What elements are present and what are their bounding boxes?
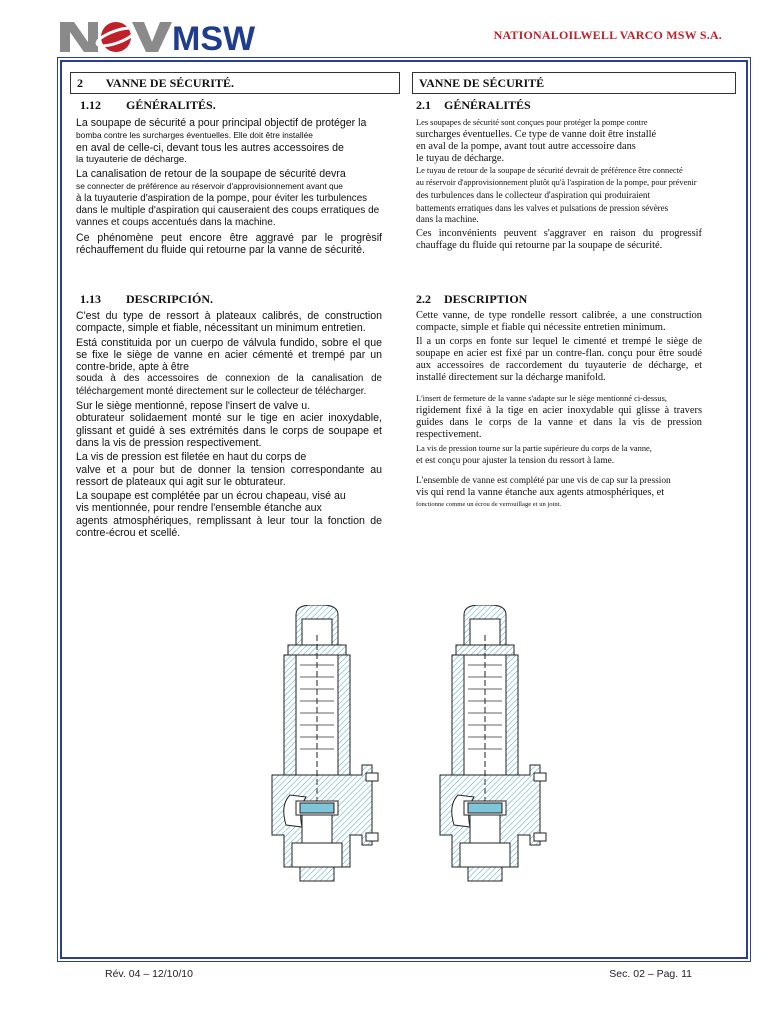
- paragraph: la tuyauterie de décharge.: [76, 153, 187, 165]
- paragraph: La vis de pression tourne sur la partie supérieure du corps de la vanne,: [416, 443, 652, 453]
- section-number: 2.1: [416, 98, 431, 112]
- right-description-text: [416, 310, 702, 511]
- section-title: GÉNÉRALITÉS: [444, 98, 531, 112]
- paragraph: rigidement fixé à la tige en acier inoxydable qui glisse à travers guides dans le corps de la vanne et dans la vis de pression respectivement.: [416, 404, 702, 440]
- paragraph: C'est du type de ressort à plateaux calibrés, de construction compacte, simple et fiable, nécessitant un minimum entretien.: [76, 310, 382, 335]
- paragraph: Le tuyau de retour de la soupape de sécurité devrait de préférence être connecté: [416, 166, 683, 176]
- paragraph: battements erratiques dans les valves et pulsations de pression sévères: [416, 202, 669, 213]
- paragraph: La soupape de sécurité a pour principal objectif de protéger la: [76, 117, 367, 129]
- section-number: 2.2: [416, 292, 431, 306]
- paragraph: La canalisation de retour de la soupape de sécurité devra: [76, 168, 346, 181]
- paragraph: dans la machine.: [416, 214, 479, 225]
- page-number-label: Sec. 02 – Pag. 11: [609, 968, 692, 980]
- paragraph: Sur le siège mentionné, repose l'insert de valve u.: [76, 400, 311, 413]
- paragraph: en aval de celle-ci, devant tous les autres accessoires de: [76, 141, 344, 154]
- section-title: DESCRIPTION: [444, 292, 528, 306]
- safety-valve-drawing-left: [262, 605, 384, 890]
- paragraph: obturateur solidaement monté sur le tige en acier inoxydable, glissant et guidé à ses extrémités dans le corps de soupape et dans la vis de pression respectivement.: [76, 412, 382, 449]
- paragraph: Ces inconvénients peuvent s'aggraver en raison du progressif chauffage du fluide qui retourne par la soupape de sécurité.: [416, 227, 702, 251]
- paragraph: bomba contre les surcharges éventuelles. Elle doit être installée: [76, 130, 313, 141]
- paragraph: vis qui rend la vanne étanche aux agents atmosphériques, et: [416, 487, 665, 499]
- left-section-header: [70, 72, 400, 94]
- revision-label: Rév. 04 – 12/10/10: [105, 968, 193, 980]
- paragraph: en aval de la pompe, avant tout autre accessoire dans: [416, 141, 636, 153]
- paragraph: se connecter de préférence au réservoir d'approvisionnement avant que: [76, 181, 343, 192]
- svg-text:MSW: MSW: [172, 20, 256, 56]
- paragraph: valve et a pour but de donner la tension correspondante au ressort de plateaux qui agit sur le obturateur.: [76, 463, 382, 488]
- section-number: 1.12: [80, 98, 101, 112]
- right-section-heading-generalites: [416, 98, 531, 113]
- nov-msw-logo: [60, 16, 275, 56]
- left-header-number: 2: [77, 76, 83, 90]
- left-header-title: VANNE DE SÉCURITÉ.: [105, 76, 234, 90]
- paragraph: L'ensemble de vanne est complété par une vis de cap sur la pression: [416, 476, 671, 487]
- section-title: GÉNÉRALITÉS.: [126, 98, 216, 112]
- paragraph: souda à des accessoires de connexion de la canalisation de téléchargement monté directement sur le collecteur de télécharger.: [76, 373, 382, 397]
- paragraph: à la tuyauterie d'aspiration de la pompe, pour éviter les turbulences: [76, 192, 368, 204]
- left-section-heading-generalites: [80, 98, 216, 113]
- left-generalites-text: [76, 117, 382, 256]
- paragraph: des turbulences dans le collecteur d'aspiration qui produiraient: [416, 190, 651, 201]
- paragraph: L'insert de fermeture de la vanne s'adapte sur le siège mentionné ci-dessus,: [416, 393, 667, 403]
- paragraph: agents atmosphériques, remplissant à leur tour la fonction de contre-écrou et scellé.: [76, 514, 382, 540]
- paragraph: La vis de pression est filetée en haut du corps de: [76, 451, 307, 464]
- right-section-heading-description: [416, 292, 527, 307]
- paragraph: dans le multiple d'aspiration qui causeraient des coups erratiques de: [76, 205, 380, 217]
- paragraph: Ce phénomène peut encore être aggravé par le progrèsif réchauffement du fluide qui retourne par la vanne de sécurité.: [76, 231, 382, 256]
- right-generalites-text: [416, 117, 702, 252]
- paragraph: et est conçu pour ajuster la tension du ressort à lame.: [416, 456, 615, 467]
- left-description-text: [76, 310, 382, 539]
- paragraph: Cette vanne, de type rondelle ressort calibrée, a une construction compacte, simple et fiable qui nécessite entretien minimum.: [416, 310, 702, 334]
- paragraph: le tuyau de décharge.: [416, 153, 505, 165]
- right-header-title: VANNE DE SÉCURITÉ: [419, 76, 545, 90]
- paragraph: Está constituida por un cuerpo de válvula fundido, sobre el que se fixe le siège de vanne en acier cémenté et trempé par un contre-bride, apte à être: [76, 336, 382, 374]
- paragraph: La soupape est complétée par un écrou chapeau, visé au: [76, 490, 346, 503]
- right-section-header: [412, 72, 736, 94]
- paragraph: au réservoir d'approvisionnement plutôt qu'à l'aspiration de la pompe, pour prévenir: [416, 178, 697, 188]
- section-title: DESCRIPCIÓN.: [126, 292, 214, 306]
- safety-valve-drawing-right: [430, 605, 552, 890]
- paragraph: Les soupapes de sécurité sont conçues pour protéger la pompe contre: [416, 118, 648, 127]
- left-section-heading-description: [80, 292, 213, 307]
- section-number: 1.13: [80, 292, 101, 306]
- paragraph: fonctionne comme un écrou de verrouillage et un joint.: [416, 501, 562, 509]
- paragraph: vis mentionnée, pour rendre l'ensemble étanche aux: [76, 502, 322, 515]
- paragraph: Il a un corps en fonte sur lequel le cimenté et trempé le siège de soupape en acier est fixé par un contre-flan. conçu pour être soudé aux accessoires de raccordement du tuyauterie de décharge, et installé directement sur la décharge manifold.: [416, 336, 702, 384]
- paragraph: surcharges éventuelles. Ce type de vanne doit être installé: [416, 129, 657, 141]
- paragraph: vannes et coups accentués dans la machine.: [76, 217, 276, 229]
- company-name: NATIONALOILWELL VARCO MSW S.A.: [493, 28, 722, 42]
